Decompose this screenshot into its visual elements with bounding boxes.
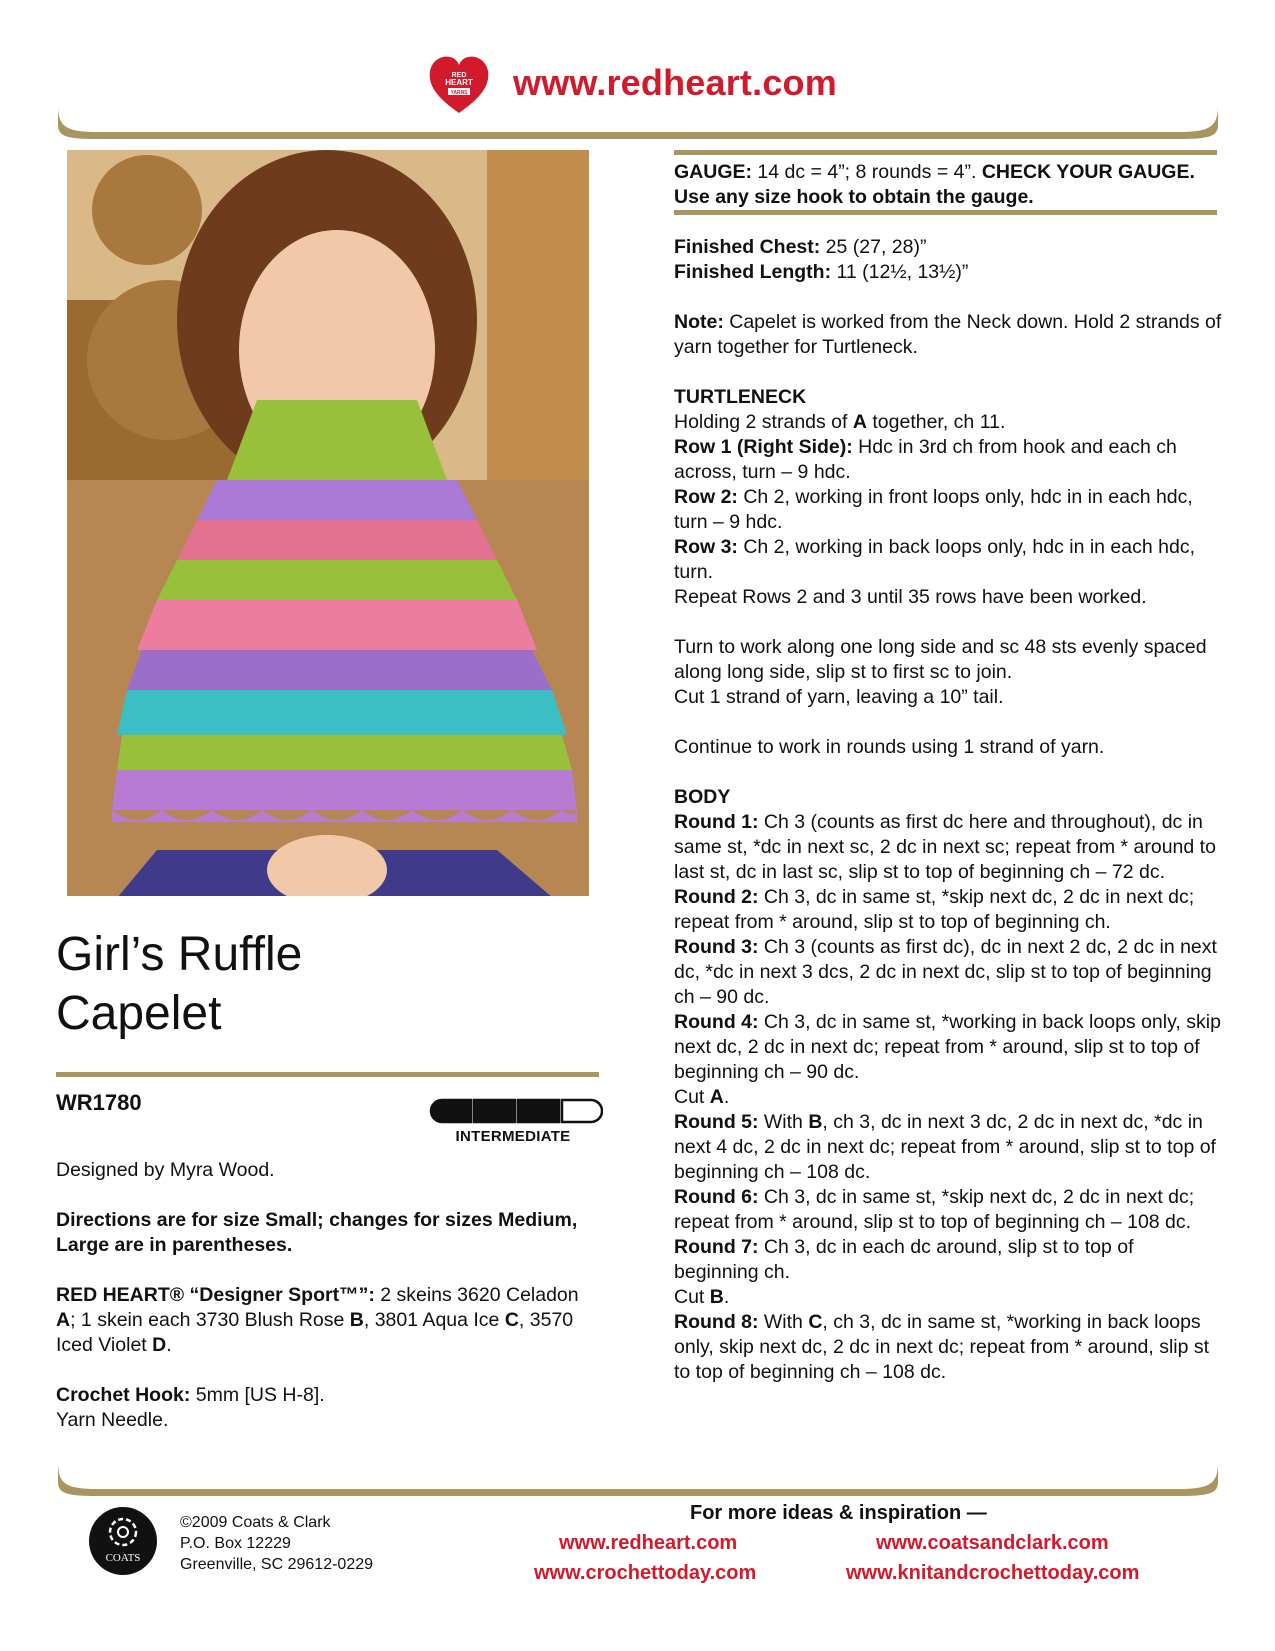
round <box>674 1110 1222 1185</box>
yarn-label: RED HEART® “Designer Sport™”: <box>56 1284 375 1306</box>
turtleneck-heading: TURTLENECK <box>674 386 807 408</box>
header-swoosh-divider <box>58 105 1218 139</box>
turtleneck-section <box>674 385 1222 610</box>
yarn-text: ; 1 skein each 3730 Blush Rose <box>70 1309 350 1331</box>
pattern-code: WR1780 <box>56 1090 142 1115</box>
logo-text-red: RED <box>451 72 467 79</box>
cut-text: Cut <box>674 1086 710 1108</box>
cut-a <box>674 1085 1222 1110</box>
cut-text: Cut <box>674 1286 710 1308</box>
row-text: Ch 2, working in back loops only, hdc in in each hdc, turn. <box>674 536 1195 583</box>
round-label: Round 1: <box>674 811 759 833</box>
hook-label: Crochet Hook: <box>56 1384 191 1406</box>
row-label: Row 3: <box>674 536 738 558</box>
cut-text: Cut 1 strand of yarn, leaving a 10” tail. <box>674 686 1004 708</box>
product-photo <box>67 150 589 896</box>
round-text: Ch 3, dc in same st, *skip next dc, 2 dc in next dc; repeat from * around, slip st to top of beginning ch – 108 dc. <box>674 1186 1195 1233</box>
round <box>674 1185 1222 1235</box>
chest-value: 25 (27, 28)” <box>820 236 927 258</box>
cut-letter: A <box>709 1086 724 1108</box>
round-text: , ch 3, dc in next 3 dc, 2 dc in next dc, *dc in next 4 dc, 2 dc in next dc; repeat from * around, slip st to top of beginning ch – 108 dc. <box>674 1111 1216 1183</box>
gauge-label: GAUGE: <box>674 161 752 183</box>
round-letter: B <box>808 1111 823 1133</box>
round <box>674 1310 1222 1385</box>
title-line-2: Capelet <box>56 987 222 1040</box>
round-label: Round 7: <box>674 1236 759 1258</box>
pattern-details <box>56 1158 596 1458</box>
gauge-bottom-rule <box>674 210 1217 215</box>
skill-segment <box>474 1100 515 1122</box>
coats-logo-text: COATS <box>105 1552 141 1564</box>
footer-link-redheart[interactable]: www.redheart.com <box>559 1532 738 1554</box>
row-text: Hdc in 3rd ch from hook and each ch across, turn – 9 hdc. <box>674 436 1177 483</box>
row-text: Ch 2, working in front loops only, hdc in in each hdc, turn – 9 hdc. <box>674 486 1193 533</box>
left-divider <box>56 1072 599 1077</box>
length-label: Finished Length: <box>674 261 832 283</box>
hook-value: 5mm [US H-8]. <box>190 1384 325 1406</box>
yarn-letter: A <box>56 1309 71 1331</box>
teddy-bear-head <box>92 155 202 265</box>
round <box>674 935 1222 1010</box>
logo-text-heart: HEART <box>445 78 473 87</box>
continue-instructions: Continue to work in rounds using 1 strand of yarn. <box>674 736 1105 758</box>
start-text: together, ch 11. <box>866 411 1006 433</box>
round <box>674 885 1222 935</box>
round-text: With <box>758 1311 809 1333</box>
round-text: Ch 3 (counts as first dc), dc in next 2 dc, 2 dc in next dc, *dc in next 3 dcs, 2 dc in next dc, slip st to top of beginning ch – 90 dc. <box>674 936 1217 1008</box>
turtleneck-row <box>674 435 1222 485</box>
yarn-text: . <box>166 1334 172 1356</box>
copyright: ©2009 Coats & Clark <box>180 1514 331 1531</box>
round-text: , ch 3, dc in same st, *working in back loops only, skip next dc, 2 dc in next dc; repeat from * around, slip st to top of beginning ch – 108 dc. <box>674 1311 1210 1383</box>
round-label: Round 6: <box>674 1186 759 1208</box>
turtleneck-start <box>674 410 1222 435</box>
footer-link-coatsandclark[interactable]: www.coatsandclark.com <box>876 1532 1109 1554</box>
round-text: Ch 3, dc in same st, *skip next dc, 2 dc in next dc; repeat from * around, slip st to top of beginning ch. <box>674 886 1195 933</box>
note-text: Capelet is worked from the Neck down. Hold 2 strands of yarn together for Turtleneck. <box>674 311 1222 358</box>
needle-text: Yarn Needle. <box>56 1409 169 1431</box>
note <box>674 310 1222 360</box>
turtleneck-row <box>674 535 1222 585</box>
title-line-1: Girl’s Ruffle <box>56 928 303 981</box>
po-box: P.O. Box 12229 <box>180 1535 291 1552</box>
sizes-note: Directions are for size Small; changes for sizes Medium, Large are in parentheses. <box>56 1209 578 1256</box>
round-label: Round 2: <box>674 886 759 908</box>
repeat-text: Repeat Rows 2 and 3 until 35 rows have been worked. <box>674 586 1147 608</box>
more-ideas-heading: For more ideas & inspiration — <box>690 1502 987 1524</box>
round-label: Round 5: <box>674 1111 759 1133</box>
skill-segment <box>518 1100 559 1122</box>
length-value: 11 (12½, 13½)” <box>831 261 969 283</box>
turn-text: Turn to work along one long side and sc 48 sts evenly spaced along long side, slip st to first sc to join. <box>674 636 1207 683</box>
turn-instructions <box>674 635 1222 710</box>
start-letter: A <box>852 411 867 433</box>
round-text: Ch 3, dc in same st, *working in back loops only, skip next dc, 2 dc in next dc; repeat from * around, slip st to top of beginning ch – 90 dc. <box>674 1011 1221 1083</box>
logo-text-yarns: YARNS <box>450 90 468 96</box>
round-text: Ch 3 (counts as first dc here and throughout), dc in same st, *dc in next sc, 2 dc in next sc; repeat from * around to last st, dc in last sc, slip st to top of beginning ch – 72 dc. <box>674 811 1216 883</box>
yarn-letter: B <box>349 1309 364 1331</box>
row-label: Row 2: <box>674 486 738 508</box>
instructions <box>674 235 1222 1410</box>
round <box>674 1010 1222 1085</box>
gauge-value: 14 dc = 4”; 8 rounds = 4”. <box>752 161 982 183</box>
skill-segment <box>562 1100 602 1122</box>
chest-label: Finished Chest: <box>674 236 821 258</box>
round-label: Round 3: <box>674 936 759 958</box>
round <box>674 810 1222 885</box>
note-label: Note: <box>674 311 724 333</box>
cut-text: . <box>723 1086 730 1108</box>
start-text: Holding 2 strands of <box>674 411 853 433</box>
cut-letter: B <box>709 1286 724 1308</box>
body-heading: BODY <box>674 786 731 808</box>
city: Greenville, SC 29612-0229 <box>180 1556 374 1573</box>
yarn-text: 2 skeins 3620 Celadon <box>374 1284 579 1306</box>
coats-logo[interactable] <box>88 1506 158 1576</box>
yarn-text: , 3570 Iced Violet <box>56 1309 574 1356</box>
gauge-block <box>674 160 1219 210</box>
designer-credit: Designed by Myra Wood. <box>56 1159 275 1181</box>
round-letter: C <box>808 1311 823 1333</box>
turtleneck-row <box>674 485 1222 535</box>
round-label: Round 8: <box>674 1311 759 1333</box>
round-text: With <box>758 1111 809 1133</box>
yarn-text: , 3801 Aqua Ice <box>363 1309 505 1331</box>
round-text: Ch 3, dc in each dc around, slip st to top of beginning ch. <box>674 1236 1134 1283</box>
round <box>674 1235 1222 1285</box>
footer-link-knitandcrochettoday[interactable]: www.knitandcrochettoday.com <box>846 1562 1140 1584</box>
measurements <box>674 235 1222 285</box>
skill-segment <box>431 1100 471 1122</box>
skill-level-label: INTERMEDIATE <box>455 1128 571 1145</box>
cut-b <box>674 1285 1222 1310</box>
yarn-materials <box>56 1283 596 1358</box>
pattern-title <box>56 925 596 1043</box>
row-label: Row 1 (Right Side): <box>674 436 853 458</box>
gauge-check: CHECK YOUR GAUGE. Use any size hook to obtain the gauge. <box>674 161 1195 208</box>
cut-text: . <box>723 1286 730 1308</box>
company-address <box>180 1512 373 1575</box>
yarn-letter: D <box>152 1334 167 1356</box>
gauge-top-rule <box>674 150 1217 155</box>
yarn-letter: C <box>504 1309 519 1331</box>
footer-swoosh-divider <box>58 1462 1218 1496</box>
tools <box>56 1383 596 1433</box>
round-label: Round 4: <box>674 1011 759 1033</box>
header-site-url[interactable]: www.redheart.com <box>513 62 837 103</box>
skill-level-meter <box>428 1097 603 1125</box>
body-section <box>674 785 1222 1385</box>
footer-link-crochettoday[interactable]: www.crochettoday.com <box>534 1562 757 1584</box>
